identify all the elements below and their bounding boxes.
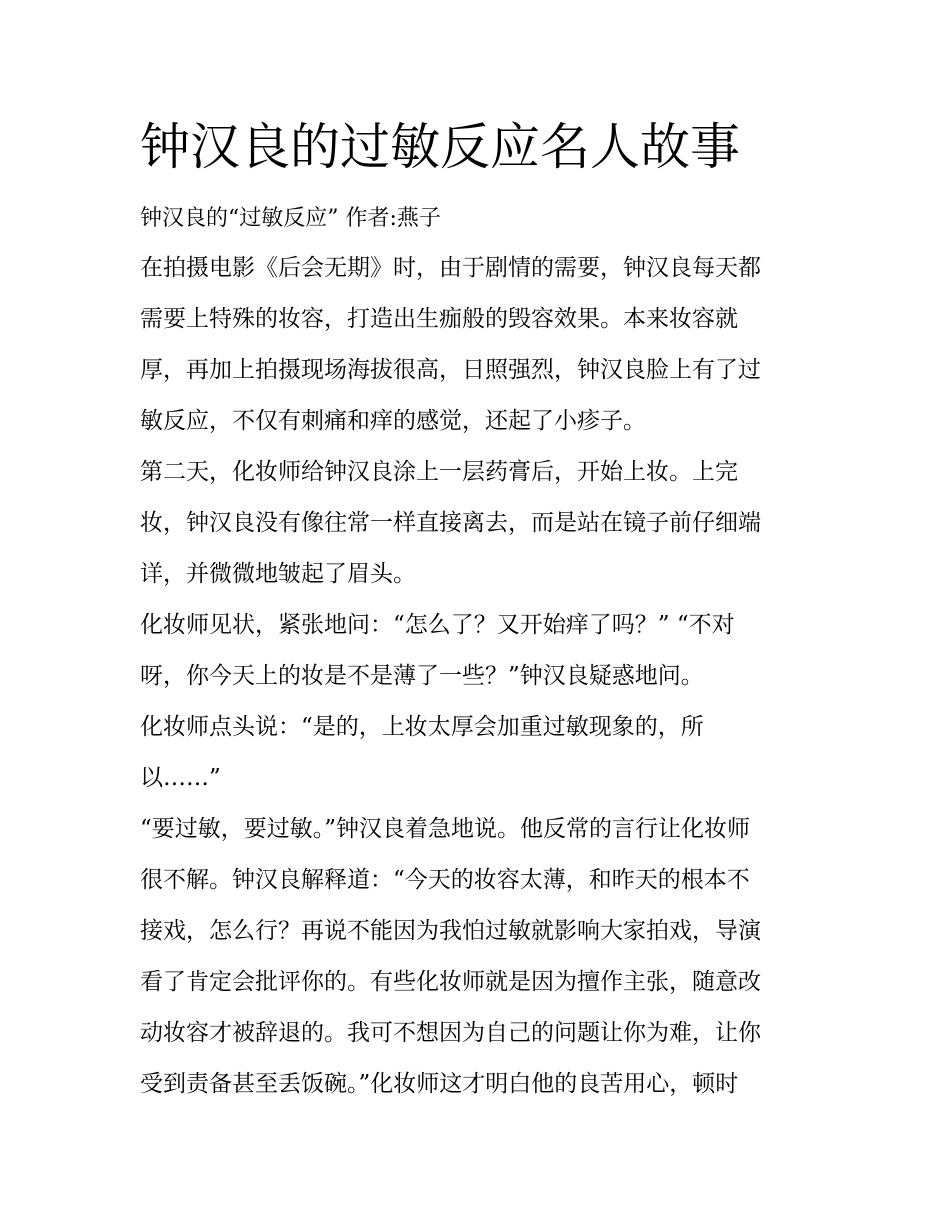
text-line: 受到责备甚至丢饭碗。”化妆师这才明白他的良苦用心，顿时 [140,1071,739,1097]
text-line: 动妆容才被辞退的。我可不想因为自己的问题让你为难，让你 [140,1020,761,1046]
text-line: 化妆师见状，紧张地问：“怎么了？又开始痒了吗？” “不对 [140,612,735,638]
paragraph [140,804,816,1110]
text-line: 看了肯定会批评你的。有些化妆师就是因为擅作主张，随意改 [140,969,761,995]
paragraph [140,447,816,600]
document-subtitle: 钟汉良的“过敏反应” 作者:燕子 [140,206,441,231]
text-line: 敏反应，不仅有刺痛和痒的感觉，还起了小疹子。 [140,408,646,434]
paragraph [140,600,816,702]
text-line: 详，并微微地皱起了眉头。 [140,561,416,587]
paragraph [140,243,816,447]
paragraph [140,702,816,804]
text-line: 以……” [140,765,221,791]
document-title: 钟汉良的过敏反应名人故事 [140,118,740,176]
text-line: 需要上特殊的妆容，打造出生痂般的毁容效果。本来妆容就 [140,306,738,332]
text-line: 在拍摄电影《后会无期》时，由于剧情的需要，钟汉良每天都 [140,255,761,281]
text-line: 妆，钟汉良没有像往常一样直接离去，而是站在镜子前仔细端 [140,510,761,536]
text-line: 很不解。钟汉良解释道：“今天的妆容太薄，和昨天的根本不 [140,867,750,893]
text-line: 第二天，化妆师给钟汉良涂上一层药膏后，开始上妆。上完 [140,459,738,485]
text-line: 接戏，怎么行？再说不能因为我怕过敏就影响大家拍戏，导演 [140,918,761,944]
text-line: 厚，再加上拍摄现场海拔很高，日照强烈，钟汉良脸上有了过 [140,357,761,383]
text-line: 化妆师点头说：“是的，上妆太厚会加重过敏现象的，所 [140,714,704,740]
document-page [140,112,816,1110]
text-line: “要过敏，要过敏。”钟汉良着急地说。他反常的言行让化妆师 [140,816,751,842]
text-line: 呀，你今天上的妆是不是薄了一些？”钟汉良疑惑地问。 [140,663,704,689]
